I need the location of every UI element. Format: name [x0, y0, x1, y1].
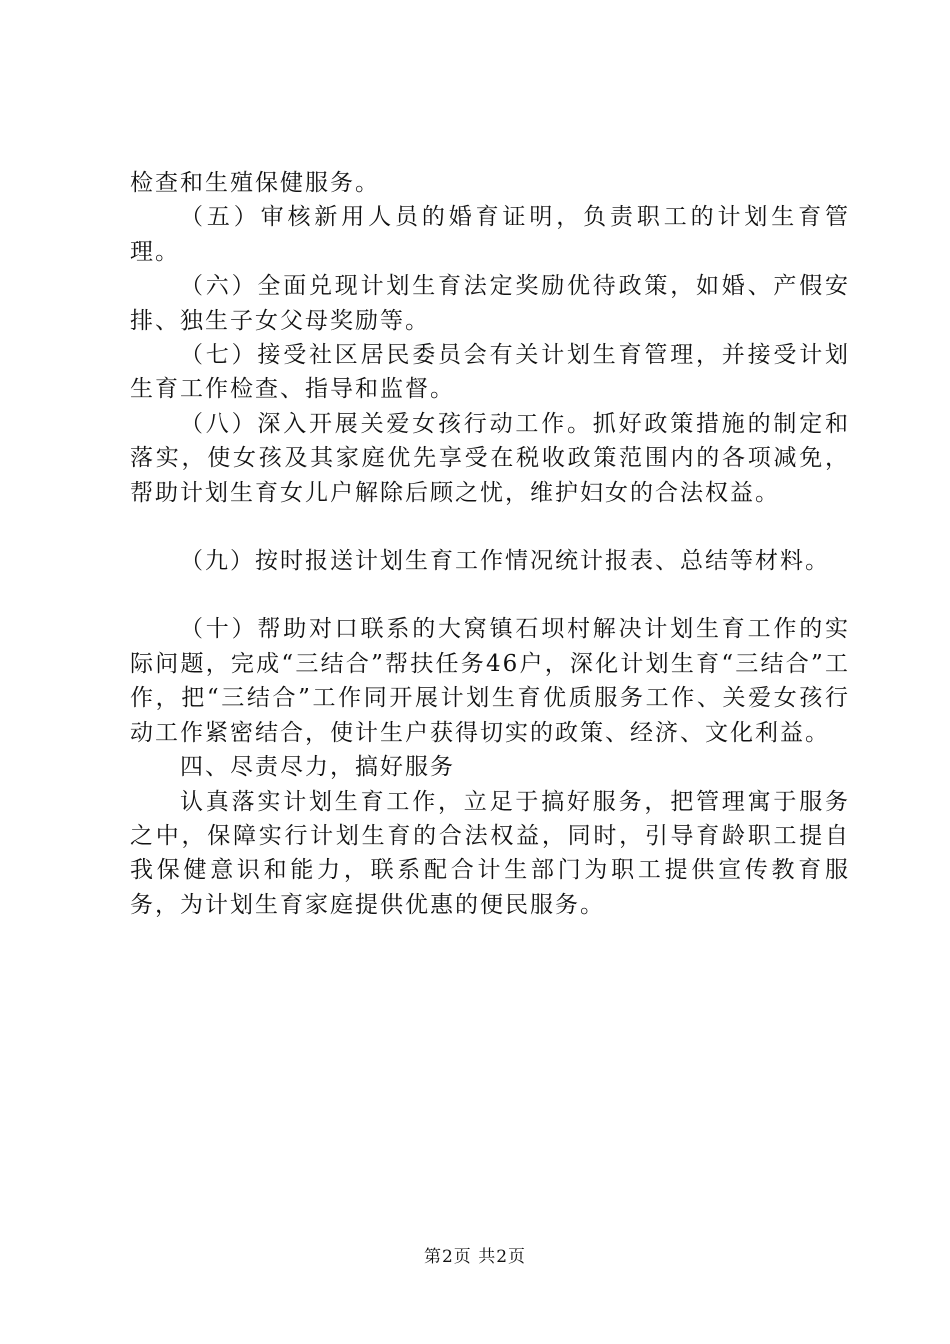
document-body [130, 166, 850, 922]
paragraph-item-5: （五）审核新用人员的婚育证明，负责职工的计划生育管理。 [130, 204, 850, 265]
paragraph-item-9: （九）按时报送计划生育工作情况统计报表、总结等材料。 [180, 548, 830, 575]
paragraph-item-7: （七）接受社区居民委员会有关计划生育管理，并接受计划生育工作检查、指导和监督。 [130, 342, 850, 403]
paragraph-item-8: （八）深入开展关爱女孩行动工作。抓好政策措施的制定和落实，使女孩及其家庭优先享受在税收政策范围内的各项减免，帮助计划生育女儿户解除后顾之忧，维护妇女的合法权益。 [130, 410, 850, 506]
section-heading-4: 四、尽责尽力，搞好服务 [180, 754, 455, 781]
paragraph-service: 认真落实计划生育工作，立足于搞好服务，把管理寓于服务之中，保障实行计划生育的合法权益，同时，引导育龄职工提自我保健意识和能力，联系配合计生部门为职工提供宣传教育服务，为计划生育家庭提供优惠的便民服务。 [130, 788, 850, 918]
page-number-footer: 第2页 共2页 [423, 1247, 527, 1267]
paragraph-item-10: （十）帮助对口联系的大窝镇石坝村解决计划生育工作的实际问题，完成“三结合”帮扶任务46户，深化计划生育“三结合”工作，把“三结合”工作同开展计划生育优质服务工作、关爱女孩行动工作紧密结合，使计生户获得切实的政策、经济、文化利益。 [130, 616, 850, 746]
paragraph-continuation: 检查和生殖保健服务。 [130, 170, 380, 196]
paragraph-item-6: （六）全面兑现计划生育法定奖励优待政策，如婚、产假安排、独生子女父母奖励等。 [130, 273, 850, 334]
